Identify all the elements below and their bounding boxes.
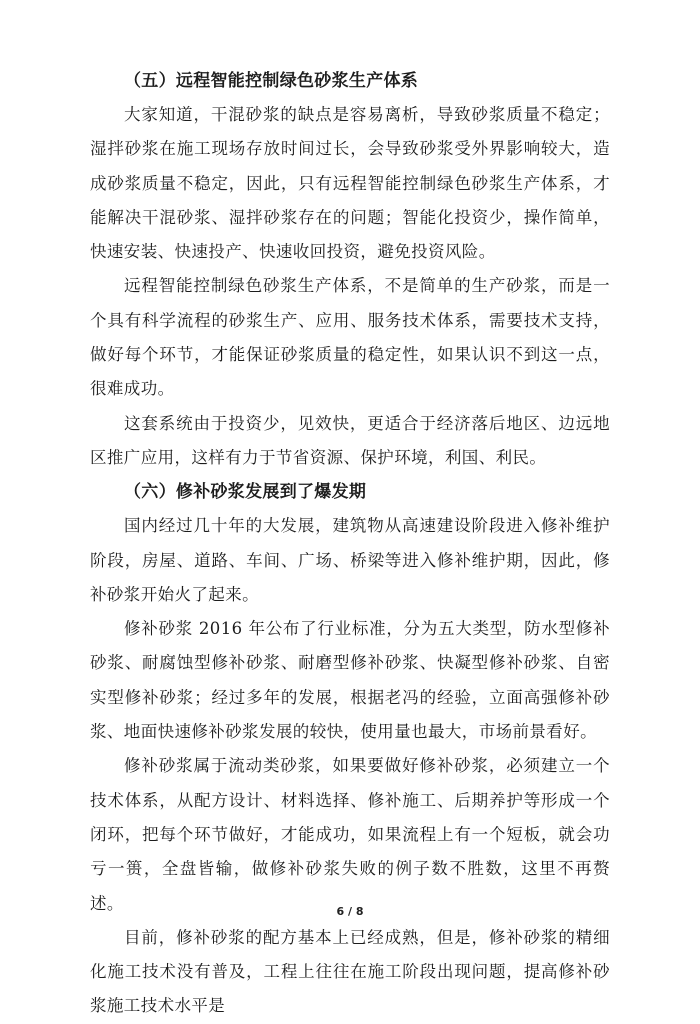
paragraph: 修补砂浆属于流动类砂浆，如果要做好修补砂浆，必须建立一个技术体系，从配方设计、材料选择、修补施工、后期养护等形成一个闭环，把每个环节做好，才能成功，如果流程上有一个短板，就会功亏一篑，全盘皆输，做修补砂浆失败的例子数不胜数，这里不再赘述。 xyxy=(90,756,610,913)
section-heading-5: （五）远程智能控制绿色砂浆生产体系 xyxy=(124,71,419,91)
paragraph: 目前，修补砂浆的配方基本上已经成熟，但是，修补砂浆的精细化施工技术没有普及，工程上往往在施工阶段出现问题，提高修补砂浆施工技术水平是 xyxy=(90,927,610,1016)
paragraph: 国内经过几十年的大发展，建筑物从高速建设阶段进入修补维护阶段，房屋、道路、车间、广场、桥梁等进入修补维护期，因此，修补砂浆开始火了起来。 xyxy=(90,516,610,604)
paragraph: 远程智能控制绿色砂浆生产体系，不是简单的生产砂浆，而是一个具有科学流程的砂浆生产、应用、服务技术体系，需要技术支持，做好每个环节，才能保证砂浆质量的稳定性，如果认识不到这一点，很难成功。 xyxy=(90,276,610,399)
paragraph: 修补砂浆 2016 年公布了行业标准，分为五大类型，防水型修补砂浆、耐腐蚀型修补砂浆、耐磨型修补砂浆、快凝型修补砂浆、自密实型修补砂浆；经过多年的发展，根据老冯的经验，立面高强修补砂浆、地面快速修补砂浆发展的较快，使用量也最大，市场前景看好。 xyxy=(90,619,610,742)
section-heading-6: （六）修补砂浆发展到了爆发期 xyxy=(124,482,367,503)
paragraph: 大家知道，干混砂浆的缺点是容易离析，导致砂浆质量不稳定；湿拌砂浆在施工现场存放时间过长，会导致砂浆受外界影响较大，造成砂浆质量不稳定，因此，只有远程智能控制绿色砂浆生产体系，才能解决干混砂浆、湿拌砂浆存在的问题；智能化投资少，操作简单，快速安装、快速投产、快速收回投资，避免投资风险。 xyxy=(90,105,610,262)
paragraph: 这套系统由于投资少，见效快，更适合于经济落后地区、边远地区推广应用，这样有力于节省资源、保护环境，利国、利民。 xyxy=(90,413,610,467)
page-number: 6 / 8 xyxy=(336,905,364,918)
